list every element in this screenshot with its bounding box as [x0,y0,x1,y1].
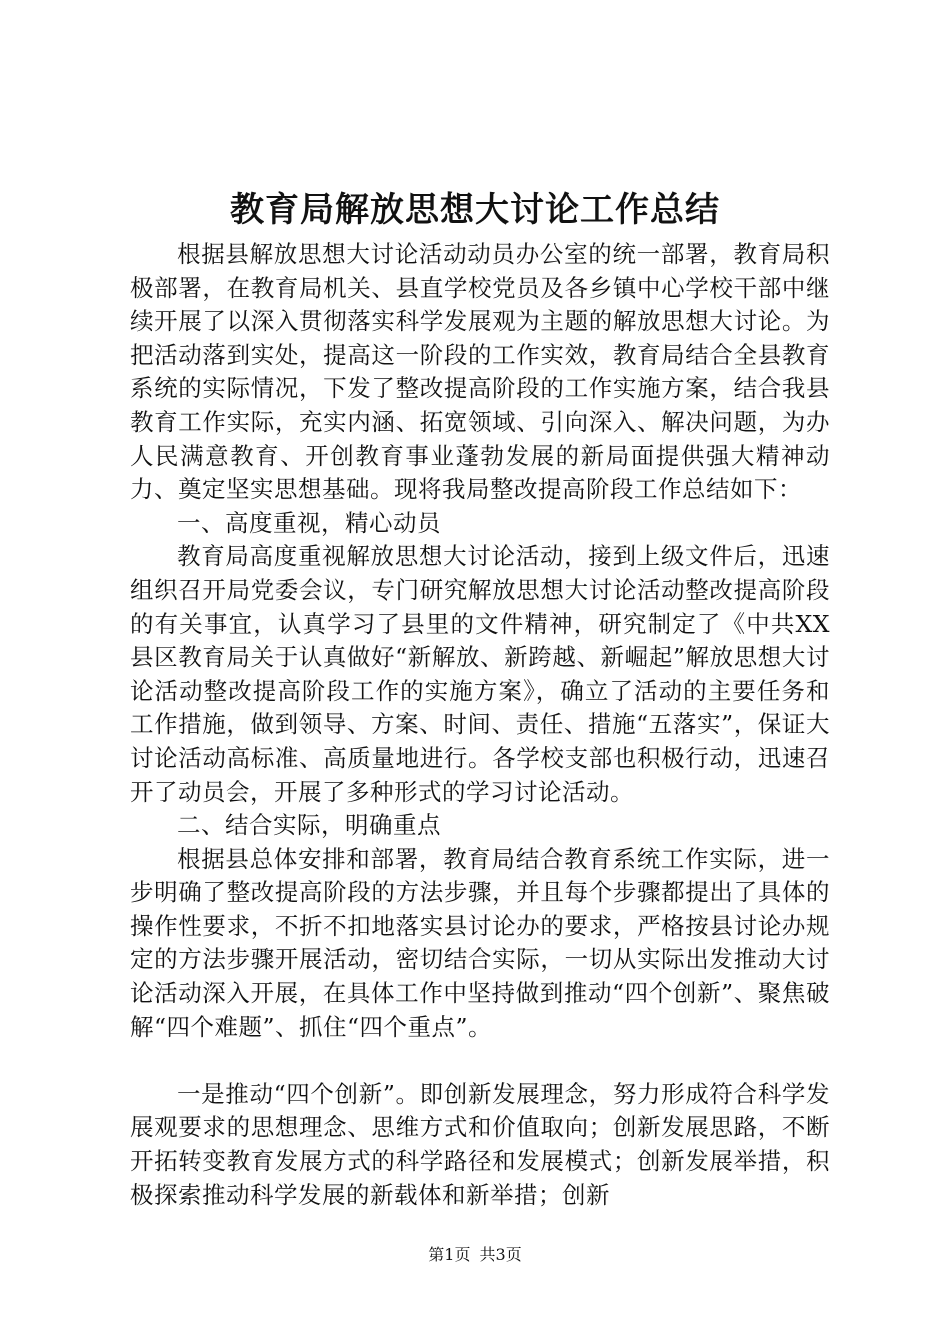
section-heading-1: 一、高度重视，精心动员 [177,508,441,537]
page-footer [0,1245,950,1265]
page-total: 共3页 [479,1245,522,1264]
section-1-paragraph: 教育局高度重视解放思想大讨论活动，接到上级文件后，迅速组织召开局党委会议，专门研究解放思想大讨论活动整改提高阶段的有关事宜，认真学习了县里的文件精神，研究制定了《中共XX县区教育局关于认真做好“新解放、新跨越、新崛起”解放思想大讨论活动整改提高阶段工作的实施方案》，确立了活动的主要任务和工作措施，做到领导、方案、时间、责任、措施“五落实”，保证大讨论活动高标准、高质量地进行。各学校支部也积极行动，迅速召开了动员会，开展了多种形式的学习讨论活动。 [130,542,830,806]
section-2-paragraph: 根据县总体安排和部署，教育局结合教育系统工作实际，进一步明确了整改提高阶段的方法步骤，并且每个步骤都提出了具体的操作性要求，不折不扣地落实县讨论办的要求，严格按县讨论办规定的方法步骤开展活动，密切结合实际，一切从实际出发推动大讨论活动深入开展，在具体工作中坚持做到推动“四个创新”、聚焦破解“四个难题”、抓住“四个重点”。 [130,844,830,1041]
paragraph-gap [130,1044,830,1078]
page-number: 第1页 [428,1245,471,1264]
document-body [130,238,830,1212]
section-heading-2: 二、结合实际，明确重点 [177,811,441,840]
document-title: 教育局解放思想大讨论工作总结 [230,190,720,230]
intro-paragraph: 根据县解放思想大讨论活动动员办公室的统一部署，教育局积极部署，在教育局机关、县直学校党员及各乡镇中心学校干部中继续开展了以深入贯彻落实科学发展观为主题的解放思想大讨论。为把活动落到实处，提高这一阶段的工作实效，教育局结合全县教育系统的实际情况，下发了整改提高阶段的工作实施方案，结合我县教育工作实际，充实内涵、拓宽领域、引向深入、解决问题，为办人民满意教育、开创教育事业蓬勃发展的新局面提供强大精神动力、奠定坚实思想基础。现将我局整改提高阶段工作总结如下： [130,240,830,504]
section-3-paragraph: 一是推动“四个创新”。即创新发展理念，努力形成符合科学发展观要求的思想理念、思维方式和价值取向；创新发展思路，不断开拓转变教育发展方式的科学路径和发展模式；创新发展举措，积极探索推动科学发展的新载体和新举措；创新 [130,1079,830,1209]
